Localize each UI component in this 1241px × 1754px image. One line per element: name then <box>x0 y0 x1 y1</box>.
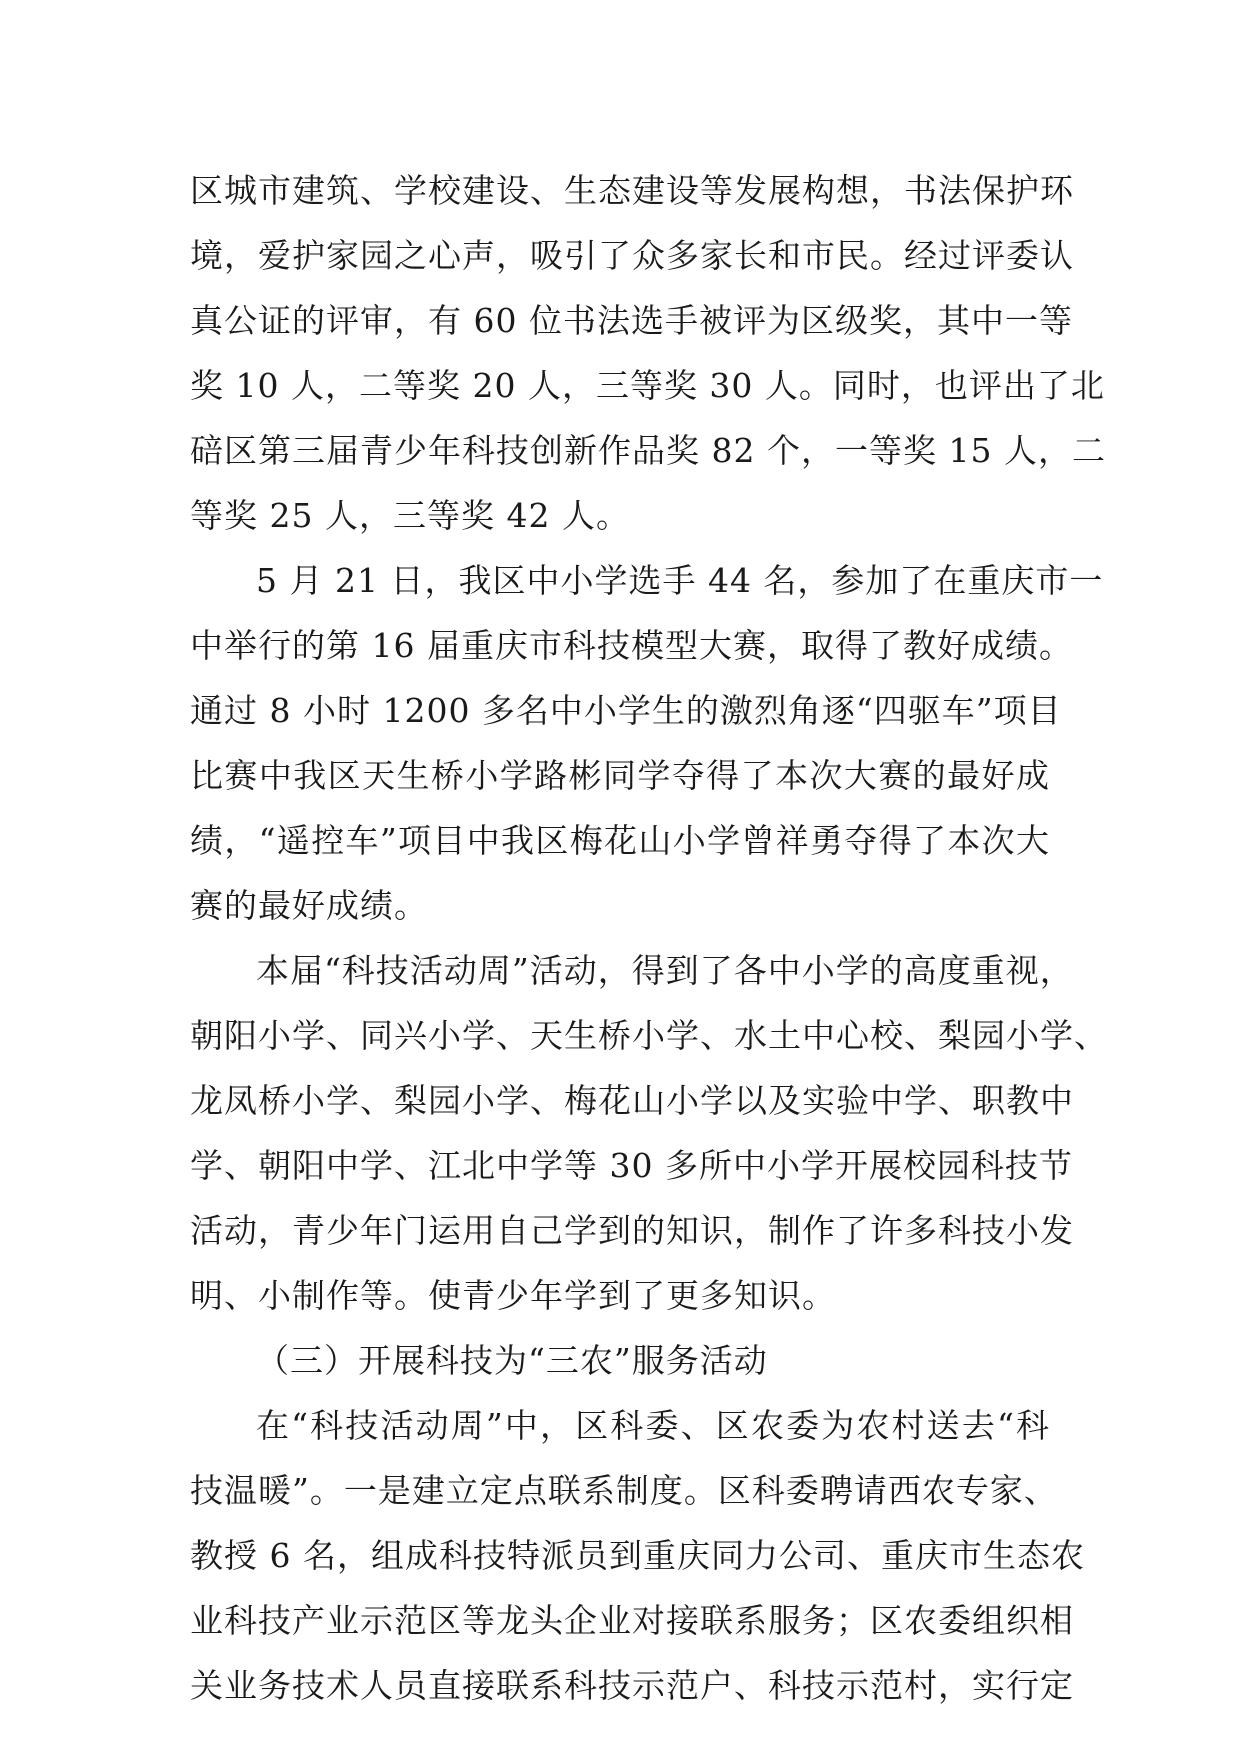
text-line: 奖 10 人，二等奖 20 人，三等奖 30 人。同时，也评出了北 <box>190 366 1105 405</box>
text-line: 区城市建筑、学校建设、生态建设等发展构想，书法保护环 <box>190 171 1074 210</box>
text-line: 活动，青少年门运用自己学到的知识，制作了许多科技小发 <box>190 1211 1074 1250</box>
text-line: 龙凤桥小学、梨园小学、梅花山小学以及实验中学、职教中 <box>190 1081 1074 1120</box>
text-line: 关业务技术人员直接联系科技示范户、科技示范村，实行定 <box>190 1666 1074 1705</box>
text-line: 教授 6 名，组成科技特派员到重庆同力公司、重庆市生态农 <box>190 1536 1085 1575</box>
section-heading: （三）开展科技为“三农”服务活动 <box>256 1341 768 1380</box>
paragraph-first-line: 本届“科技活动周”活动，得到了各中小学的高度重视， <box>256 951 1074 990</box>
text-line: 通过 8 小时 1200 多名中小学生的激烈角逐“四驱车”项目 <box>190 691 1062 730</box>
text-line: 业科技产业示范区等龙头企业对接联系服务；区农委组织相 <box>190 1601 1074 1640</box>
text-line: 境，爱护家园之心声，吸引了众多家长和市民。经过评委认 <box>190 236 1074 275</box>
text-line: 明、小制作等。使青少年学到了更多知识。 <box>190 1276 836 1315</box>
text-line: 赛的最好成绩。 <box>190 886 428 925</box>
paragraph-first-line: 5 月 21 日，我区中小学选手 44 名，参加了在重庆市一 <box>256 561 1104 600</box>
text-line: 绩，“遥控车”项目中我区梅花山小学曾祥勇夺得了本次大 <box>190 821 1050 860</box>
text-line: 朝阳小学、同兴小学、天生桥小学、水土中心校、梨园小学、 <box>190 1016 1108 1055</box>
document-body <box>190 158 1108 1718</box>
text-line: 技温暖”。一是建立定点联系制度。区科委聘请西农专家、 <box>190 1471 1058 1510</box>
text-line: 等奖 25 人，三等奖 42 人。 <box>190 496 630 535</box>
text-line: 真公证的评审，有 60 位书法选手被评为区级奖，其中一等 <box>190 301 1073 340</box>
text-line: 比赛中我区天生桥小学路彬同学夺得了本次大赛的最好成 <box>190 756 1050 795</box>
text-line: 学、朝阳中学、江北中学等 30 多所中小学开展校园科技节 <box>190 1146 1073 1185</box>
text-line: 碚区第三届青少年科技创新作品奖 82 个，一等奖 15 人，二 <box>190 431 1106 470</box>
text-line: 中举行的第 16 届重庆市科技模型大赛，取得了教好成绩。 <box>190 626 1073 665</box>
paragraph-first-line: 在“科技活动周”中，区科委、区农委为农村送去“科 <box>256 1406 1050 1445</box>
